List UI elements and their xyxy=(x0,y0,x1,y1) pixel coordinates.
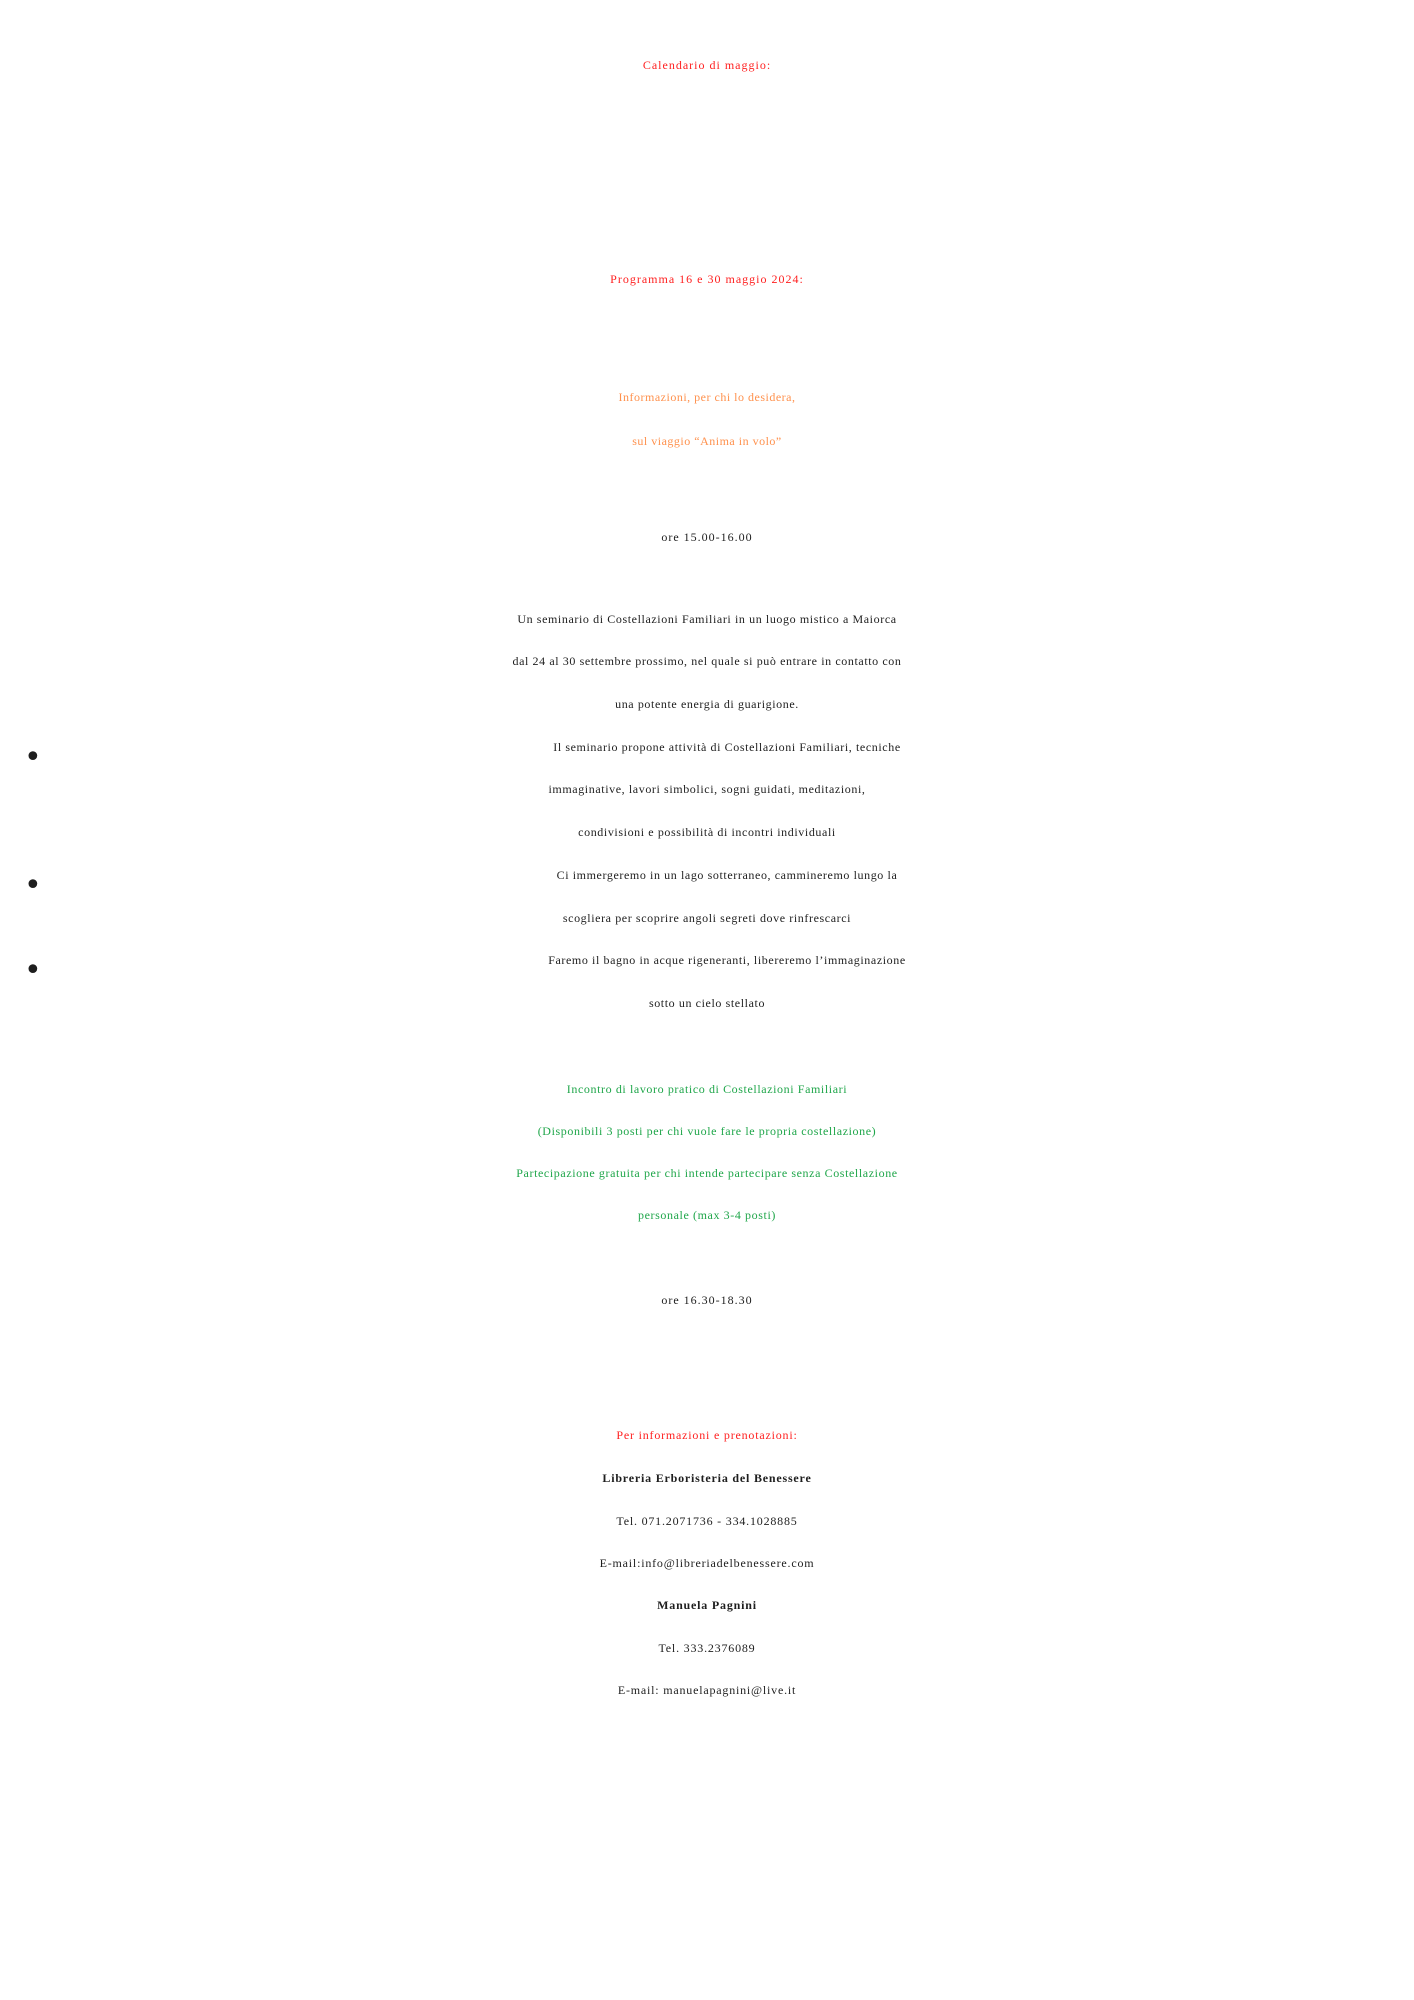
program-heading: Programma 16 e 30 maggio 2024: xyxy=(610,272,804,286)
bullet-1-line-3: condivisioni e possibilità di incontri individuali xyxy=(578,825,836,839)
workshop-line-3: Partecipazione gratuita per chi intende partecipare senza Costellazione xyxy=(516,1166,898,1180)
info-heading-line-1: Informazioni, per chi lo desidera, xyxy=(618,390,796,404)
bullet-icon: • xyxy=(24,740,42,775)
workshop-line-4: personale (max 3-4 posti) xyxy=(638,1208,776,1222)
shop-phone[interactable]: Tel. 071.2071736 - 334.1028885 xyxy=(616,1514,798,1528)
shop-name: Libreria Erboristeria del Benessere xyxy=(602,1471,812,1485)
bullet-2-line-2: scogliera per scoprire angoli segreti dove rinfrescarci xyxy=(562,911,852,925)
contacts-heading: Per informazioni e prenotazioni: xyxy=(616,1428,798,1442)
shop-email[interactable]: E-mail:info@libreriadelbenessere.com xyxy=(599,1556,815,1570)
page-title: Calendario di maggio: xyxy=(642,58,772,72)
workshop-time: ore 16.30-18.30 xyxy=(661,1293,753,1307)
intro-line-2: dal 24 al 30 settembre prossimo, nel quale si può entrare in contatto con xyxy=(512,654,902,668)
intro-line-3: una potente energia di guarigione. xyxy=(615,697,799,711)
workshop-line-1: Incontro di lavoro pratico di Costellazioni Familiari xyxy=(566,1082,848,1096)
person-email[interactable]: E-mail: manuelapagnini@live.it xyxy=(617,1683,797,1697)
bullet-3-line-1: Faremo il bagno in acque rigeneranti, libereremo l’immaginazione xyxy=(548,953,906,967)
bullet-1-line-2: immaginative, lavori simbolici, sogni guidati, meditazioni, xyxy=(548,782,866,796)
intro-line-1: Un seminario di Costellazioni Familiari in un luogo mistico a Maiorca xyxy=(517,612,897,626)
info-heading-line-2: sul viaggio “Anima in volo” xyxy=(632,434,782,448)
person-phone[interactable]: Tel. 333.2376089 xyxy=(658,1641,756,1655)
bullet-1-line-1: Il seminario propone attività di Costellazioni Familiari, tecniche xyxy=(553,740,901,754)
workshop-line-2: (Disponibili 3 posti per chi vuole fare le propria costellazione) xyxy=(537,1124,877,1138)
bullet-2-line-1: Ci immergeremo in un lago sotterraneo, cammineremo lungo la xyxy=(556,868,898,882)
info-session-time: ore 15.00-16.00 xyxy=(661,530,753,544)
bullet-icon: • xyxy=(24,953,42,988)
bullet-3-line-2: sotto un cielo stellato xyxy=(648,996,766,1010)
bullet-icon: • xyxy=(24,868,42,903)
person-name: Manuela Pagnini xyxy=(657,1598,757,1612)
